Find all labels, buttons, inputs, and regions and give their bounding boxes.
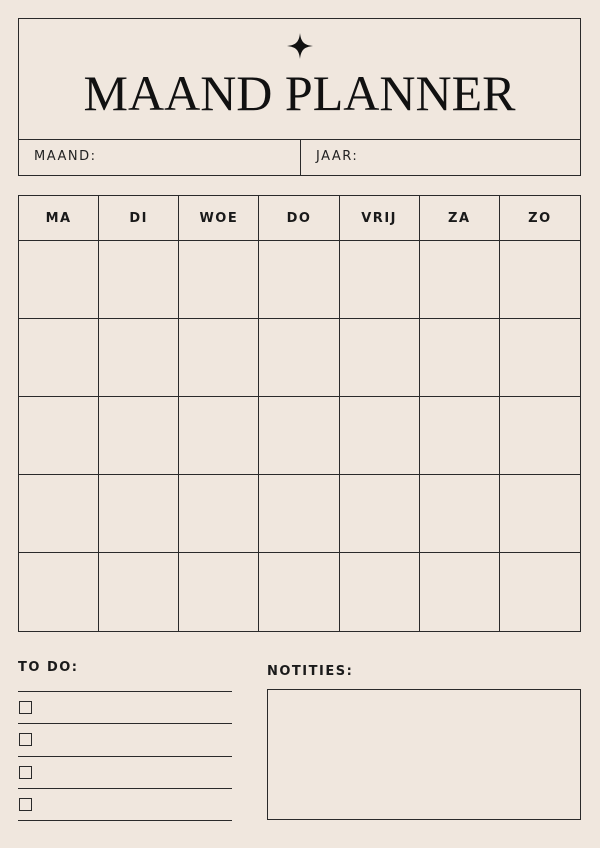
calendar-day-cell[interactable] [500,319,580,397]
four-point-star-icon [287,33,313,59]
calendar-day-cell[interactable] [19,553,99,631]
todo-line [18,788,232,789]
calendar-day-cell[interactable] [179,475,259,553]
calendar-day-cell[interactable] [99,553,179,631]
calendar-grid [19,196,580,631]
month-field-label: MAAND: [34,149,97,164]
field-divider [300,139,301,175]
calendar-day-cell[interactable] [259,475,339,553]
calendar-day-cell[interactable] [19,475,99,553]
todo-checkbox[interactable] [19,766,32,779]
todo-line [18,756,232,757]
calendar-day-cell[interactable] [420,319,500,397]
todo-line [18,691,232,692]
year-field-label: JAAR: [316,149,359,164]
calendar-day-cell[interactable] [259,319,339,397]
calendar-day-cell[interactable] [99,319,179,397]
calendar-day-cell[interactable] [500,397,580,475]
calendar-day-cell[interactable] [340,475,420,553]
calendar-day-cell[interactable] [420,241,500,319]
month-calendar [18,195,581,632]
calendar-day-cell[interactable] [340,397,420,475]
calendar-day-cell[interactable] [99,475,179,553]
calendar-day-cell[interactable] [179,397,259,475]
todo-line [18,723,232,724]
calendar-day-cell[interactable] [99,241,179,319]
calendar-day-cell[interactable] [420,397,500,475]
day-header: VRIJ [340,196,420,241]
todo-checkbox[interactable] [19,701,32,714]
calendar-day-cell[interactable] [340,553,420,631]
day-header: ZO [500,196,580,241]
todo-checkbox[interactable] [19,733,32,746]
calendar-day-cell[interactable] [420,475,500,553]
calendar-day-cell[interactable] [179,553,259,631]
todo-line [18,820,232,821]
calendar-day-cell[interactable] [340,241,420,319]
day-header: DO [259,196,339,241]
day-header: ZA [420,196,500,241]
calendar-day-cell[interactable] [179,319,259,397]
calendar-day-cell[interactable] [500,475,580,553]
day-header: WOE [179,196,259,241]
notes-label: NOTITIES: [267,664,354,679]
todo-checkbox[interactable] [19,798,32,811]
day-header: MA [19,196,99,241]
calendar-day-cell[interactable] [179,241,259,319]
calendar-day-cell[interactable] [500,553,580,631]
calendar-day-cell[interactable] [259,397,339,475]
calendar-day-cell[interactable] [500,241,580,319]
day-header: DI [99,196,179,241]
page-title: MAAND PLANNER [83,65,516,121]
calendar-day-cell[interactable] [19,319,99,397]
calendar-day-cell[interactable] [259,241,339,319]
calendar-day-cell[interactable] [259,553,339,631]
calendar-day-cell[interactable] [340,319,420,397]
calendar-day-cell[interactable] [19,397,99,475]
planner-header [18,18,581,176]
todo-label: TO DO: [18,660,79,675]
calendar-day-cell[interactable] [420,553,500,631]
calendar-day-cell[interactable] [99,397,179,475]
notes-box[interactable] [267,689,581,820]
calendar-day-cell[interactable] [19,241,99,319]
